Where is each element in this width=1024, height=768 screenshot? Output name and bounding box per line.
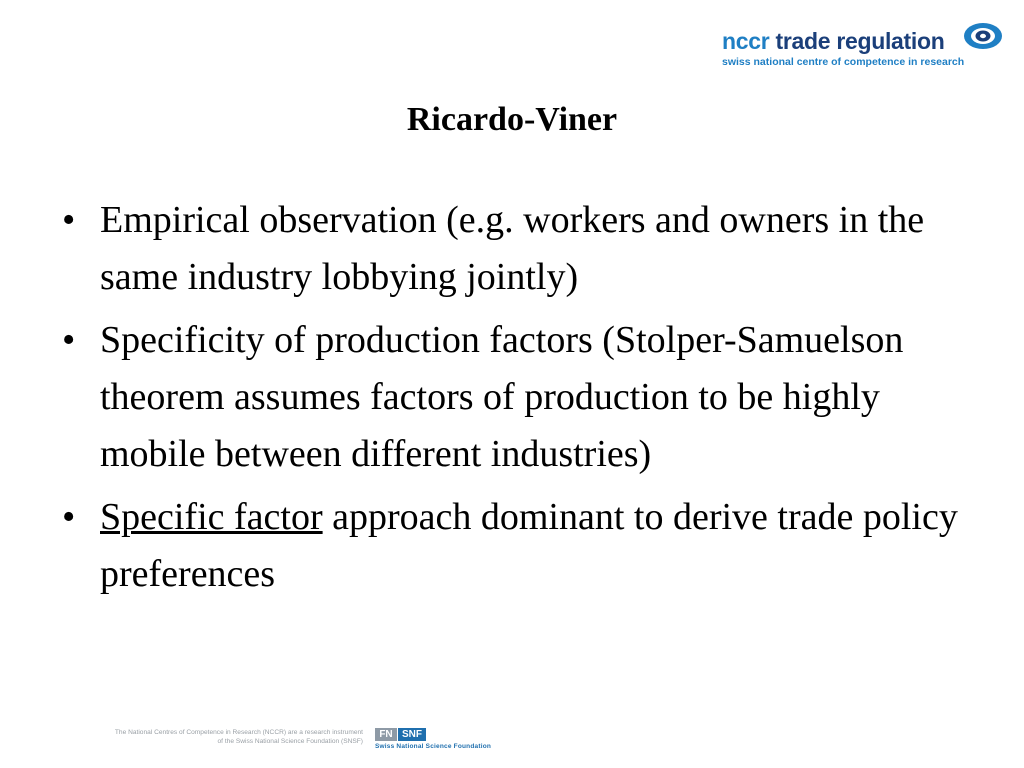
eye-icon (962, 20, 1004, 52)
bullet-marker: • (62, 496, 76, 538)
bullet-text: Specificity of production factors (Stolper-Samuelson theorem assumes factors of production to be highly mobile between different industries) (100, 319, 904, 475)
bullet-marker: • (62, 199, 76, 241)
bullet-item (62, 489, 962, 603)
snf-logo-snf: SNF (398, 728, 426, 741)
bullet-item (62, 192, 962, 306)
snf-name: Swiss National Science Foundation (375, 743, 492, 750)
logo-brand-trade-regulation: trade regulation (775, 28, 945, 54)
slide-title: Ricardo-Viner (406, 101, 618, 138)
bullet-list (62, 192, 962, 609)
snf-logo (375, 728, 427, 742)
bullet-item (62, 312, 962, 483)
bullet-text: Empirical observation (e.g. workers and owners in the same industry lobbying jointly) (100, 199, 925, 298)
nccr-logo (722, 20, 1012, 72)
footer-note-line: The National Centres of Competence in Research (NCCR) are a research instrument (114, 729, 363, 736)
footer-note-line: of the Swiss National Science Foundation (SNSF) (217, 738, 363, 745)
bullet-text: approach dominant to derive trade policy preferences (100, 496, 958, 595)
logo-brand (722, 28, 945, 54)
logo-brand-nccr: nccr (722, 28, 770, 54)
snf-logo-fn: FN (375, 728, 397, 741)
footer (60, 728, 500, 754)
bullet-marker: • (62, 319, 76, 361)
logo-tagline: swiss national centre of competence in research (722, 56, 965, 68)
footer-note (60, 728, 363, 746)
specific-factor-link[interactable]: Specific factor (100, 496, 323, 538)
